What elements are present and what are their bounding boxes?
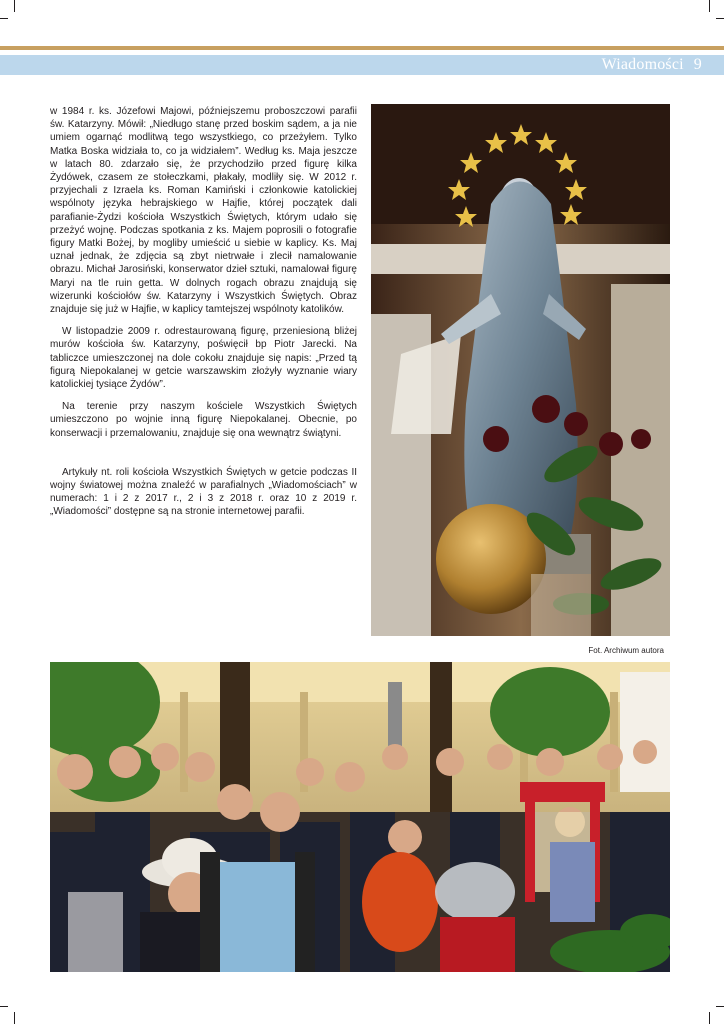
article-text bbox=[50, 105, 357, 519]
section-title: Wiadomości bbox=[601, 56, 684, 73]
article-paragraph: W listopadzie 2009 r. odrestaurowaną figurę, przeniesioną bliżej murów kościoła św. Katarzyny, poświęcił bp Piotr Jarecki. Na tabliczce umieszczonej na dole cokołu znajduje się napis: „Przed tą figurą Niepokalanej w getcie warszawskim złożyły wyznanie wiary katolickiej tysiące Żydów”. bbox=[50, 326, 357, 391]
article-note: Artykuły nt. roli kościoła Wszystkich Świętych w getcie podczas II wojny światowej można znaleźć w parafialnych „Wiadomościach” w numerach: 1 i 2 z 2017 r., 2 i 3 z 2018 r. oraz 10 z 2019 r. „Wiadomości” dostępne są na stronie internetowej parafii. bbox=[50, 466, 357, 518]
crop-mark bbox=[0, 1006, 8, 1007]
photo-caption: Fot. Archiwum autora bbox=[588, 646, 664, 655]
page-number: 9 bbox=[693, 56, 702, 73]
crop-mark bbox=[716, 1006, 724, 1007]
header-rule bbox=[0, 46, 724, 50]
crop-mark bbox=[14, 1012, 15, 1024]
crop-mark bbox=[0, 18, 8, 19]
article-paragraph: w 1984 r. ks. Józefowi Majowi, późniejszemu proboszczowi parafii św. Katarzyny. Mówił: „Niedługo stanę przed boskim sądem, a ja nie umiem ogarnąć modlitwą tego wszystkiego, co przeżyłem. Tylko Matka Boska widziała to, co ja widziałem”. Według ks. Maja jeszcze w latach 80. zdarzało się, że przychodziło przed figurę kilka Żydówek, czasem ze stołeczkami, płakały, modliły się. W 2012 r. przyjechali z Izraela ks. Roman Kamiński i członkowie katolickiej wspólnoty języka hebrajskiego w Hajfie, której początek dali parafianie-Żydzi kościoła Wszystkich Świętych, którym udało się przeżyć wojnę. Podczas spotkania z ks. Majem poprosili o fotografie figury Matki Bożej, by mogliby umieścić u siebie w kaplicy. Ks. Maj uznał jednak, że zdjęcia są zbyt nietrwałe i zlecił namalowanie obrazu. Michał Jarosiński, konserwator dzieł sztuki, namalował figurę Maryi na tle ruin getta. W dolnych rogach obrazu znajdują się wizerunki kościołów św. Katarzyny i Wszystkich Świętych. Obraz znajduje się już w Hajfie, w kaplicy tamtejszej wspólnoty katolików. bbox=[50, 106, 357, 316]
statue-photo bbox=[371, 104, 670, 636]
crop-mark bbox=[716, 18, 724, 19]
crop-mark bbox=[709, 1012, 710, 1024]
crowd-photo bbox=[50, 662, 670, 972]
article-paragraph: Na terenie przy naszym kościele Wszystkich Świętych umieszczono po wojnie inną figurę Niepokalanej. Obecnie, po konserwacji i przemalowaniu, znajduje się ona wewnątrz świątyni. bbox=[50, 401, 357, 439]
crop-mark bbox=[14, 0, 15, 12]
crop-mark bbox=[709, 0, 710, 12]
running-header bbox=[602, 55, 702, 75]
